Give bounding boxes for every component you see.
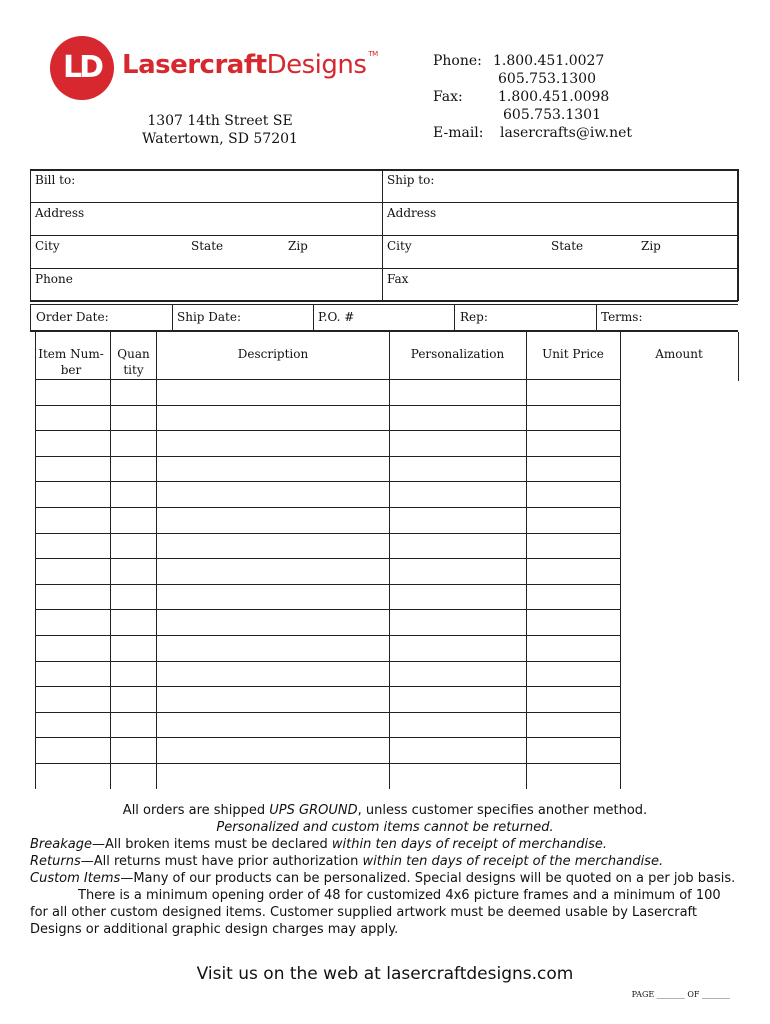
- phone1: 1.800.451.0027: [493, 53, 605, 69]
- bill-zip-label: Zip: [288, 239, 308, 253]
- col-personalization-header: Personalization: [410, 347, 505, 361]
- website-line: Visit us on the web at lasercraftdesigns.com: [196, 964, 574, 984]
- terms-breakage: [30, 836, 740, 853]
- table-row[interactable]: [35, 661, 620, 687]
- col-qty-line2: tity: [123, 363, 144, 377]
- custom-label: Custom Items: [30, 871, 121, 886]
- col-item-line1: Item Num-: [38, 347, 104, 361]
- terms-label: Terms:: [601, 310, 643, 324]
- terms-block: [30, 802, 740, 938]
- terms-returns: [30, 853, 740, 870]
- fax2: 605.753.1301: [503, 107, 601, 123]
- table-row[interactable]: [35, 712, 620, 738]
- fax-label: Fax:: [433, 89, 463, 105]
- order-date-label: Order Date:: [36, 310, 109, 324]
- address-line1: 1307 14th Street SE: [147, 113, 293, 129]
- returns-a: —All returns must have prior authorization: [80, 854, 363, 869]
- table-row[interactable]: [35, 584, 620, 610]
- terms-line1-a: All orders are shipped: [122, 803, 270, 818]
- email: lasercrafts@iw.net: [500, 125, 633, 141]
- col-unit-price-header: Unit Price: [542, 347, 604, 361]
- phone-label: Phone:: [433, 53, 482, 69]
- breakage-b: within ten days of receipt of merchandise.: [331, 837, 608, 852]
- table-column-divider: [620, 332, 621, 789]
- ship-to-label: Ship to:: [387, 173, 435, 187]
- table-column-divider: [738, 332, 739, 381]
- fax-field-label: Fax: [387, 272, 409, 286]
- bill-city-label: City: [35, 239, 60, 253]
- ship-city-label: City: [387, 239, 412, 253]
- terms-minimum: There is a minimum opening order of 48 for customized 4x6 picture frames and a minimum of 100 for all other custom designed items. Customer supplied artwork must be deemed usable by Lasercraft Designs or additional graphic design charges may apply.: [30, 888, 721, 937]
- po-label: P.O. #: [318, 310, 355, 324]
- table-row[interactable]: [35, 686, 620, 712]
- terms-line1-c: , unless customer specifies another method.: [357, 803, 648, 818]
- address-line2: Watertown, SD 57201: [142, 131, 298, 147]
- bill-to-label: Bill to:: [35, 173, 76, 187]
- bill-state-label: State: [191, 239, 224, 253]
- terms-line1: [30, 802, 740, 819]
- phone-field-label: Phone: [35, 272, 73, 286]
- logo-name-part1: Lasercraft: [122, 50, 267, 80]
- ship-address-label: Address: [387, 206, 437, 220]
- table-row[interactable]: [35, 507, 620, 533]
- email-label: E-mail:: [433, 125, 484, 141]
- col-item-number-header: [35, 346, 107, 378]
- logo-name-part2: Designs: [266, 50, 367, 80]
- table-row[interactable]: [35, 558, 620, 584]
- table-row[interactable]: [35, 379, 620, 405]
- returns-label: Returns: [30, 854, 81, 869]
- rep-label: Rep:: [460, 310, 488, 324]
- table-row[interactable]: [35, 533, 620, 559]
- table-row[interactable]: [35, 456, 620, 482]
- page-of: PAGE _______ OF _______: [631, 990, 730, 999]
- logo-mark-text: LD: [62, 50, 102, 85]
- ship-date-label: Ship Date:: [177, 310, 242, 324]
- col-item-line2: ber: [60, 363, 82, 377]
- col-qty-line1: Quan: [117, 347, 150, 361]
- bill-address-label: Address: [35, 206, 85, 220]
- terms-line1-b: UPS GROUND: [269, 803, 358, 818]
- col-quantity-header: [111, 346, 156, 378]
- custom-a: —Many of our products can be personalized. Special designs will be quoted on a per job basis.: [120, 871, 736, 886]
- terms-custom: [30, 870, 740, 887]
- breakage-a: —All broken items must be declared: [91, 837, 332, 852]
- table-row[interactable]: [35, 481, 620, 507]
- trademark: TM: [368, 50, 378, 58]
- company-logo-text: [122, 50, 378, 80]
- table-row[interactable]: [35, 405, 620, 431]
- phone2: 605.753.1300: [498, 71, 596, 87]
- terms-line2: Personalized and custom items cannot be returned.: [216, 820, 554, 835]
- ship-zip-label: Zip: [641, 239, 661, 253]
- col-description-header: Description: [237, 347, 309, 361]
- table-row[interactable]: [35, 430, 620, 456]
- breakage-label: Breakage: [30, 837, 92, 852]
- returns-b: within ten days of receipt of the merchandise.: [362, 854, 664, 869]
- table-row[interactable]: [35, 737, 620, 763]
- table-row[interactable]: [35, 763, 620, 789]
- table-row[interactable]: [35, 609, 620, 635]
- table-row[interactable]: [35, 635, 620, 661]
- ship-state-label: State: [551, 239, 584, 253]
- logo-mark: [50, 36, 114, 100]
- col-amount-header: Amount: [655, 347, 703, 361]
- fax1: 1.800.451.0098: [498, 89, 610, 105]
